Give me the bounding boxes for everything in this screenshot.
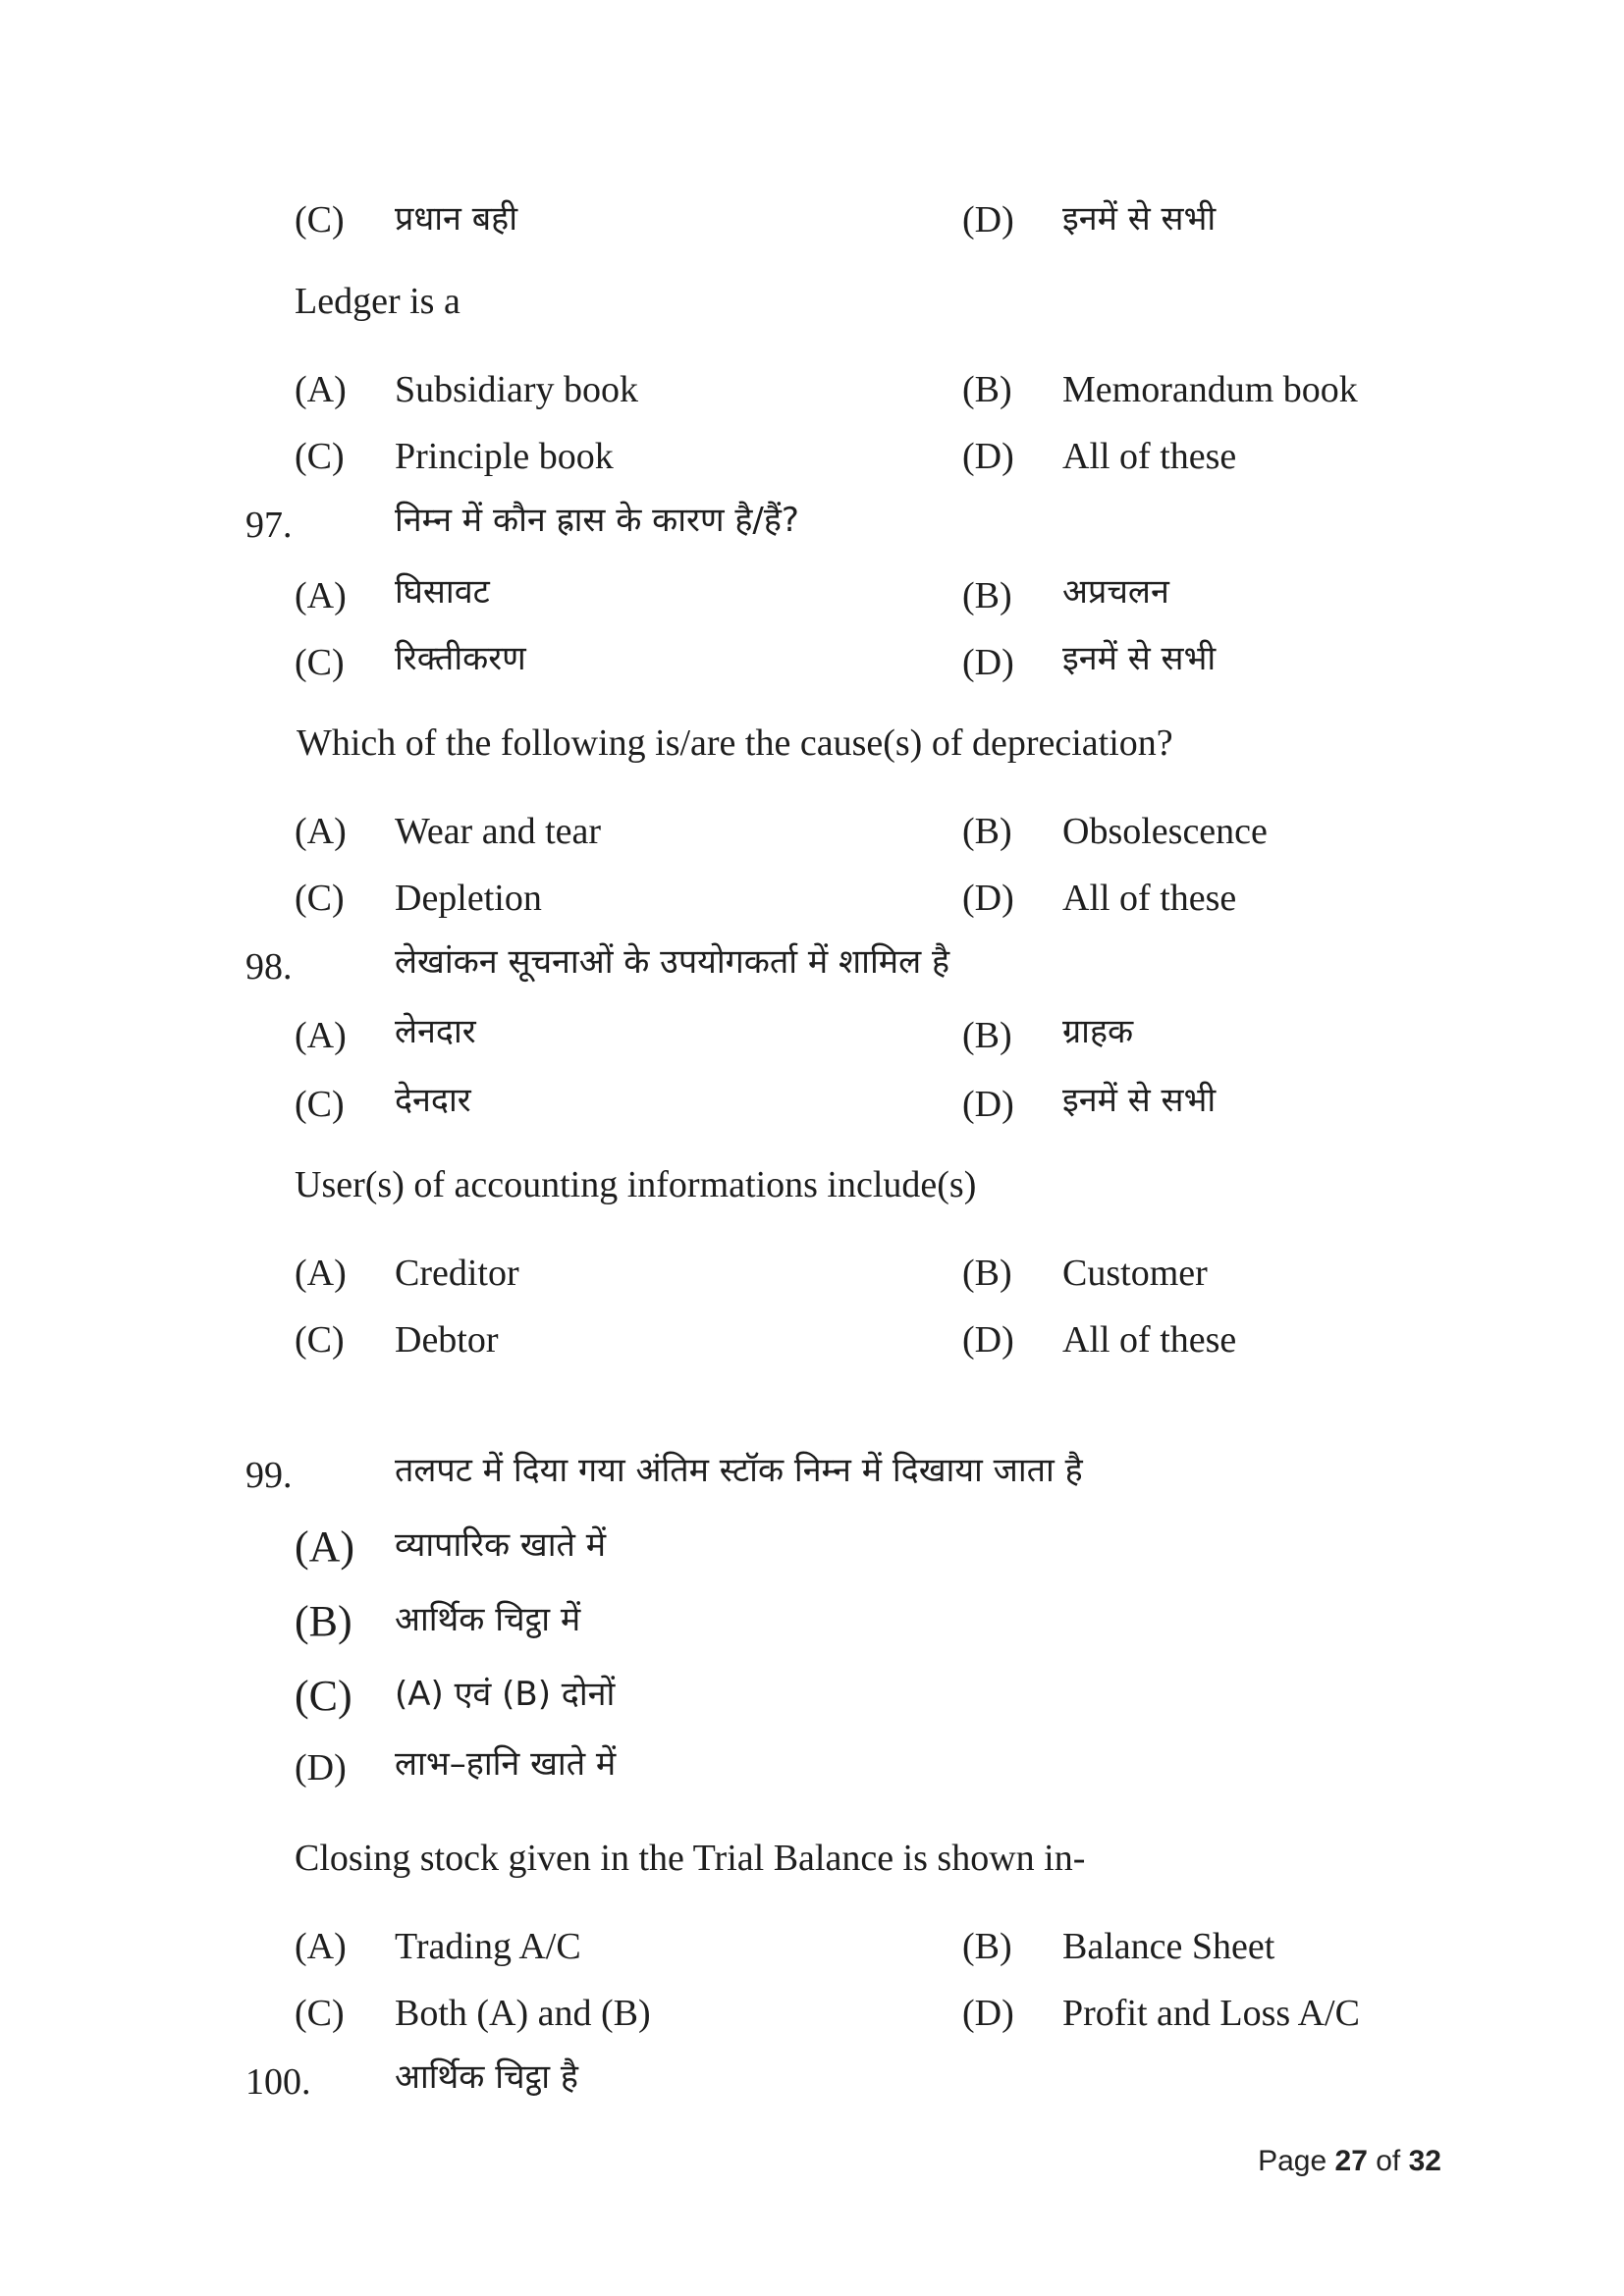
q99-en-option-a-text: Trading A/C — [395, 1926, 581, 1967]
q99-hi-option-c-text: (A) एवं (B) दोनों — [395, 1675, 616, 1714]
q99-hi-option-b-label: (B) — [295, 1597, 352, 1645]
q96-en-option-b-label: (B) — [962, 369, 1012, 410]
page-current: 27 — [1334, 2145, 1368, 2177]
q97-en-option-c-label: (C) — [295, 878, 345, 919]
q97-hi-option-c-text: रिक्तीकरण — [395, 639, 526, 678]
q98-en-option-d-label: (D) — [962, 1319, 1014, 1361]
q99-en-option-c-label: (C) — [295, 1993, 345, 2034]
q98-hi-option-d-text: इनमें से सभी — [1062, 1081, 1217, 1120]
q96-hi-option-c-label: (C) — [295, 199, 345, 240]
q98-hi-option-c-text: देनदार — [395, 1081, 471, 1120]
q96-en-option-b-text: Memorandum book — [1062, 369, 1358, 410]
q97-en-option-c-text: Depletion — [395, 878, 542, 919]
q96-en-option-a-label: (A) — [295, 369, 347, 410]
q97-hi-option-c-label: (C) — [295, 642, 345, 683]
q96-en-option-c-label: (C) — [295, 436, 345, 477]
q96-en-option-d-text: All of these — [1062, 436, 1237, 477]
q100-number: 100. — [245, 2061, 311, 2103]
q99-en-option-c-text: Both (A) and (B) — [395, 1993, 651, 2034]
q96-en-option-d-label: (D) — [962, 436, 1014, 477]
page-number — [1258, 2145, 1441, 2178]
q98-hi-option-d-label: (D) — [962, 1084, 1014, 1125]
q98-hi-option-a-text: लेनदार — [395, 1012, 476, 1051]
q97-hi-option-d-text: इनमें से सभी — [1062, 639, 1217, 678]
page-prefix: Page — [1258, 2145, 1327, 2177]
q99-en-question: Closing stock given in the Trial Balance is shown in- — [295, 1838, 1086, 1879]
q96-hi-option-d-label: (D) — [962, 199, 1014, 240]
q97-hi-option-a-text: घिसावट — [395, 572, 490, 612]
q98-hi-option-c-label: (C) — [295, 1084, 345, 1125]
q98-en-option-a-text: Creditor — [395, 1253, 519, 1294]
q97-en-option-b-label: (B) — [962, 811, 1012, 852]
q98-en-question: User(s) of accounting informations include(s) — [295, 1164, 977, 1205]
q96-en-option-c-text: Principle book — [395, 436, 614, 477]
q98-number: 98. — [245, 946, 293, 988]
q99-hi-option-d-text: लाभ–हानि खाते में — [395, 1744, 617, 1784]
q98-en-option-b-label: (B) — [962, 1253, 1012, 1294]
q98-en-option-a-label: (A) — [295, 1253, 347, 1294]
q99-en-option-b-label: (B) — [962, 1926, 1012, 1967]
q97-hi-option-d-label: (D) — [962, 642, 1014, 683]
q99-hi-option-c-label: (C) — [295, 1672, 352, 1720]
q97-en-option-b-text: Obsolescence — [1062, 811, 1268, 852]
q97-en-option-a-text: Wear and tear — [395, 811, 602, 852]
q97-en-question: Which of the following is/are the cause(s) of depreciation? — [297, 722, 1173, 764]
q98-en-option-c-text: Debtor — [395, 1319, 499, 1361]
q99-number: 99. — [245, 1455, 293, 1496]
q97-hi-option-b-label: (B) — [962, 575, 1012, 616]
q99-hi-option-d-label: (D) — [295, 1747, 347, 1789]
q98-hi-option-b-text: ग्राहक — [1062, 1012, 1134, 1051]
q99-hi-question: तलपट में दिया गया अंतिम स्टॉक निम्न में दिखाया जाता है — [395, 1451, 1083, 1490]
q96-hi-option-c-text: प्रधान बही — [395, 199, 518, 239]
q99-en-option-d-label: (D) — [962, 1993, 1014, 2034]
q97-en-option-d-label: (D) — [962, 878, 1014, 919]
q99-en-option-b-text: Balance Sheet — [1062, 1926, 1275, 1967]
q98-hi-question: लेखांकन सूचनाओं के उपयोगकर्ता में शामिल है — [395, 942, 950, 982]
q98-en-option-b-text: Customer — [1062, 1253, 1208, 1294]
q100-hi-question: आर्थिक चिट्ठा है — [395, 2057, 578, 2097]
q98-en-option-c-label: (C) — [295, 1319, 345, 1361]
q97-hi-option-b-text: अप्रचलन — [1062, 572, 1169, 612]
q97-en-option-d-text: All of these — [1062, 878, 1237, 919]
q96-hi-option-d-text: इनमें से सभी — [1062, 199, 1217, 239]
q97-en-option-a-label: (A) — [295, 811, 347, 852]
q99-en-option-a-label: (A) — [295, 1926, 347, 1967]
q96-en-question: Ledger is a — [295, 281, 460, 322]
q98-en-option-d-text: All of these — [1062, 1319, 1237, 1361]
q99-en-option-d-text: Profit and Loss A/C — [1062, 1993, 1360, 2034]
q96-en-option-a-text: Subsidiary book — [395, 369, 639, 410]
q97-hi-question: निम्न में कौन ह्रास के कारण है/हैं? — [395, 501, 799, 540]
q98-hi-option-b-label: (B) — [962, 1015, 1012, 1056]
q99-hi-option-a-text: व्यापारिक खाते में — [395, 1525, 607, 1565]
q99-hi-option-b-text: आर्थिक चिट्ठा में — [395, 1600, 581, 1639]
q98-hi-option-a-label: (A) — [295, 1015, 347, 1056]
page-separator: of — [1376, 2145, 1401, 2177]
q97-hi-option-a-label: (A) — [295, 575, 347, 616]
q99-hi-option-a-label: (A) — [295, 1522, 355, 1571]
page-total: 32 — [1408, 2145, 1441, 2177]
q97-number: 97. — [245, 505, 293, 546]
